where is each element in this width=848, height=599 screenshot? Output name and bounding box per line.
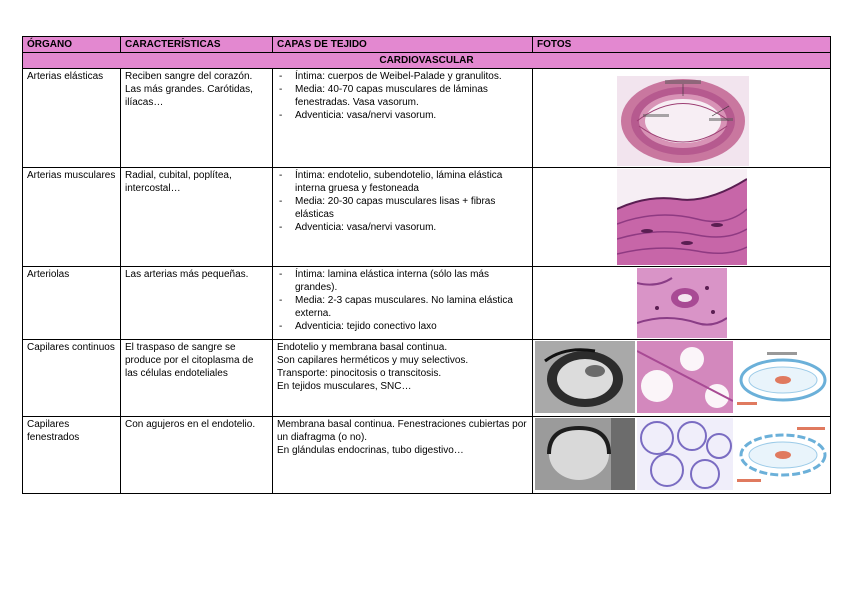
layer-item: - Media: 40-70 capas musculares de láminas fenestradas. Vasa vasorum. (277, 83, 528, 109)
organ-cell: Capilares fenestrados (23, 417, 121, 494)
table-row (23, 69, 831, 168)
fenestrated-capillary-em (535, 418, 635, 490)
features-cell: Reciben sangre del corazón. Las más grandes. Carótidas, ilíacas… (121, 69, 273, 168)
arteriole-micrograph (637, 268, 727, 338)
organ-cell: Capilares continuos (23, 340, 121, 417)
text-line: Son capilares herméticos y muy selectivos. (277, 355, 469, 366)
photo-cell (533, 267, 831, 340)
text-line: Transporte: pinocitosis o transcitosis. (277, 368, 442, 379)
layer-item: - Adventicia: tejido conectivo laxo (277, 320, 528, 333)
photo-cell (533, 69, 831, 168)
section-row (23, 53, 831, 69)
layers-cell (273, 267, 533, 340)
table-row (23, 340, 831, 417)
fenestrated-capillary-diagram (737, 425, 829, 485)
table-row (23, 417, 831, 494)
text-line: Membrana basal continua. Fenestraciones cubiertas por un diafragma (o no). (277, 419, 527, 443)
features-cell: El traspaso de sangre se produce por el citoplasma de las células endoteliales (121, 340, 273, 417)
organ-table (22, 36, 831, 494)
fenestrated-capillary-micrograph (637, 418, 733, 490)
layer-item: - Adventicia: vasa/nervi vasorum. (277, 221, 528, 234)
features-cell: Radial, cubital, poplítea, intercostal… (121, 168, 273, 267)
organ-cell: Arterias elásticas (23, 69, 121, 168)
organ-cell: Arterias musculares (23, 168, 121, 267)
header-photos: FOTOS (533, 37, 831, 53)
layer-item: - Adventicia: vasa/nervi vasorum. (277, 109, 528, 122)
text-line: Endotelio y membrana basal continua. (277, 342, 448, 353)
photo-cell (533, 168, 831, 267)
features-cell: Con agujeros en el endotelio. (121, 417, 273, 494)
continuous-capillary-diagram (737, 348, 829, 408)
text-line: En glándulas endocrinas, tubo digestivo… (277, 445, 464, 456)
layers-cell (273, 168, 533, 267)
continuous-capillary-micrograph (637, 341, 733, 413)
layer-item: - Media: 2-3 capas musculares. No lamina elástica externa. (277, 294, 528, 320)
table-row (23, 267, 831, 340)
header-organ: ÓRGANO (23, 37, 121, 53)
photo-cell (533, 340, 831, 417)
layer-item: - Íntima: lamina elástica interna (sólo las más grandes). (277, 268, 528, 294)
layers-cell (273, 417, 533, 494)
text-line: En tejidos musculares, SNC… (277, 381, 412, 392)
layer-item: - Íntima: endotelio, subendotelio, lámina elástica interna gruesa y festoneada (277, 169, 528, 195)
continuous-capillary-em (535, 341, 635, 413)
table-row (23, 168, 831, 267)
features-cell: Las arterias más pequeñas. (121, 267, 273, 340)
header-row (23, 37, 831, 53)
header-layers: CAPAS DE TEJIDO (273, 37, 533, 53)
muscular-artery-micrograph (617, 169, 747, 265)
elastic-artery-micrograph (617, 76, 749, 166)
layers-cell (273, 69, 533, 168)
header-features: CARACTERÍSTICAS (121, 37, 273, 53)
layer-item: - Íntima: cuerpos de Weibel-Palade y granulitos. (277, 70, 528, 83)
photo-cell (533, 417, 831, 494)
layer-item: - Media: 20-30 capas musculares lisas + fibras elásticas (277, 195, 528, 221)
organ-cell: Arteriolas (23, 267, 121, 340)
section-title: CARDIOVASCULAR (23, 53, 831, 69)
layers-cell (273, 340, 533, 417)
